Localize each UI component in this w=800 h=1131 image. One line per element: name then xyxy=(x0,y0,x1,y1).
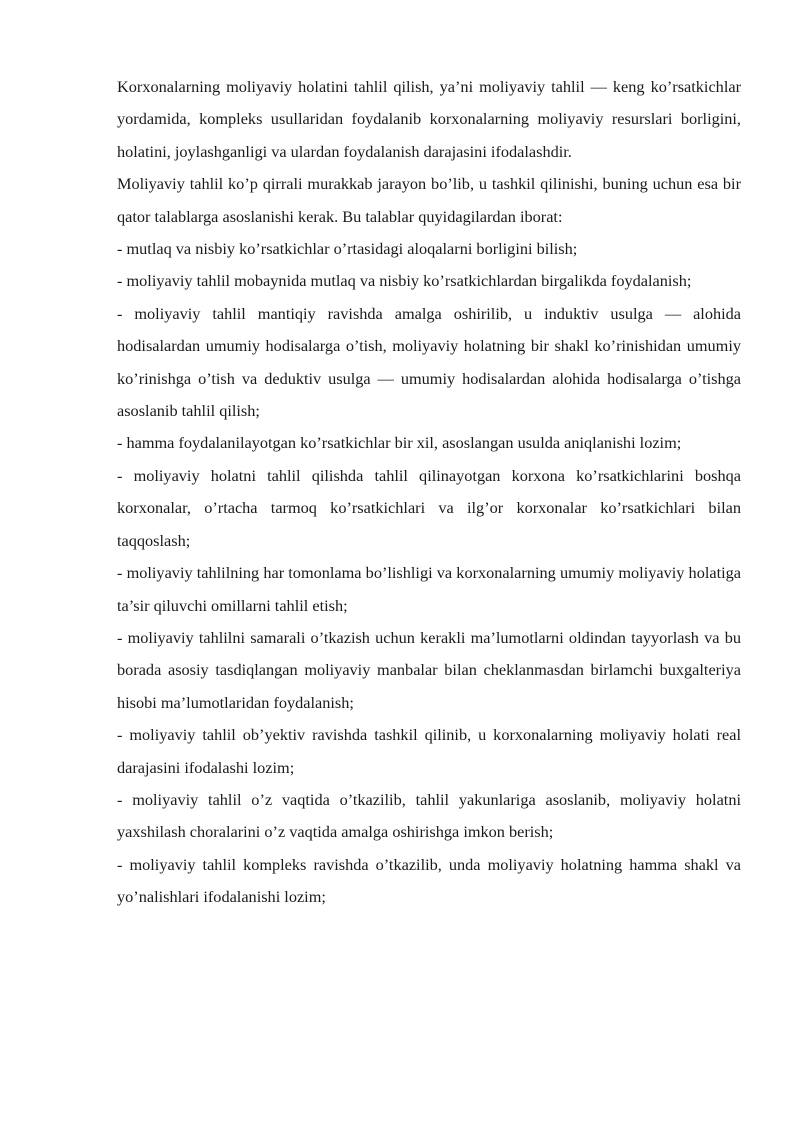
list-item: - moliyaviy tahlil mobaynida mutlaq va nisbiy ko’rsatkichlardan birgalikda foydalanish; xyxy=(117,271,692,291)
document-body xyxy=(117,71,741,914)
list-item: - moliyaviy tahlilning har tomonlama bo’lishligi va korxonalarning umumiy moliyaviy holatiga ta’sir qiluvchi omillarni tahlil etish; xyxy=(117,563,741,615)
list-item: - moliyaviy holatni tahlil qilishda tahlil qilinayotgan korxona ko’rsatkichlarini boshqa korxonalar, o’rtacha tarmoq ko’rsatkichlari va ilg’or korxonalar ko’rsatkichlari bilan taqqoslash; xyxy=(117,465,741,550)
list-item: - mutlaq va nisbiy ko’rsatkichlar o’rtasidagi aloqalarni borligini bilish; xyxy=(117,239,578,259)
list-item: - moliyaviy tahlil mantiqiy ravishda amalga oshirilib, u induktiv usulga — alohida hodisalardan umumiy hodisalarga o’tish, moliyaviy holatning bir shakl ko’rinishidan umumiy ko’rinishga o’tish va deduktiv usulga — umumiy hodisalardan alohida hodisalarga o’tishga asoslanib tahlil qilish; xyxy=(117,303,741,421)
list-item: - moliyaviy tahlilni samarali o’tkazish uchun kerakli ma’lumotlarni oldindan tayyorlash va bu borada asosiy tasdiqlangan moliyaviy manbalar bilan cheklanmasdan birlamchi buxgalteriya hisobi ma’lumotlaridan foydalanish; xyxy=(117,627,741,712)
list-item: - hamma foydalanilayotgan ko’rsatkichlar bir xil, asoslangan usulda aniqlanishi lozim; xyxy=(117,433,682,453)
list-item: - moliyaviy tahlil o’z vaqtida o’tkazilib, tahlil yakunlariga asoslanib, moliyaviy holatni yaxshilash choralarini o’z vaqtida amalga oshirishga imkon berish; xyxy=(117,789,741,842)
requirements-intro-paragraph: Moliyaviy tahlil ko’p qirrali murakkab jarayon bo’lib, u tashkil qilinishi, buning uchun esa bir qator talablarga asoslanishi kerak. Bu talablar quyidagilardan iborat: xyxy=(117,174,741,226)
intro-paragraph: Korxonalarning moliyaviy holatini tahlil qilish, ya’ni moliyaviy tahlil — keng ko’rsatkichlar yordamida, kompleks usullaridan foydalanib korxonalarning moliyaviy resurslari borligini, holatini, joylashganligi va ulardan foydalanish darajasini ifodalashdir. xyxy=(117,77,741,161)
list-item: - moliyaviy tahlil ob’yektiv ravishda tashkil qilinib, u korxonalarning moliyaviy holati real darajasini ifodalashi lozim; xyxy=(117,725,741,777)
list-item: - moliyaviy tahlil kompleks ravishda o’tkazilib, unda moliyaviy holatning hamma shakl va yo’nalishlari ifodalanishi lozim; xyxy=(117,854,741,907)
